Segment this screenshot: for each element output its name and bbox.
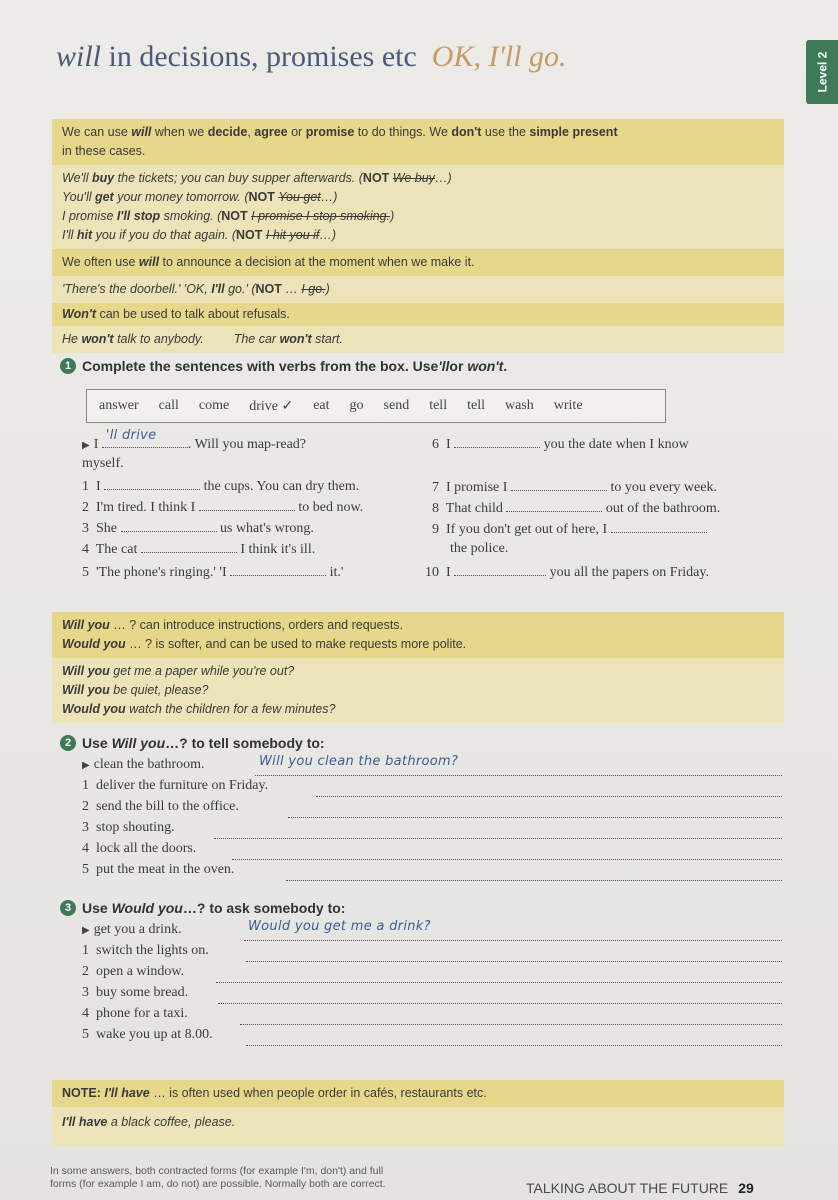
answer-field[interactable]	[506, 500, 602, 512]
ex1-item-10	[425, 564, 709, 581]
rule-text: use the	[481, 125, 530, 139]
verb-tell: tell	[467, 398, 485, 413]
verb-tell: tell	[429, 398, 448, 413]
ex-text: You'll	[62, 190, 95, 204]
heading-text: Use	[82, 735, 108, 751]
rule-text: Would you	[62, 637, 126, 651]
ex1-item-6	[432, 436, 689, 453]
verb-come: come	[198, 398, 230, 413]
ex-text: get me a paper while you're out?	[109, 664, 295, 678]
item-post: to bed now.	[298, 500, 364, 515]
item-post: I think it's ill.	[240, 542, 316, 557]
ex-text: watch the children for a few minutes?	[125, 702, 336, 716]
title-accent: OK, I'll go.	[431, 40, 567, 73]
example-line	[62, 280, 774, 299]
item-number: 3	[82, 521, 89, 536]
item-number: 2	[82, 799, 89, 814]
ex1-example	[82, 428, 307, 453]
example-doorbell	[52, 276, 784, 303]
heading-text: Would you	[111, 900, 183, 916]
item-number: 1	[82, 479, 89, 494]
ex-text: )	[325, 282, 330, 296]
rule-announce-decision	[52, 249, 784, 276]
rule-text: can be used to talk about refusals.	[95, 307, 290, 321]
item-pre: I	[446, 437, 451, 452]
item-post: out of the bathroom.	[605, 501, 721, 516]
answer-field[interactable]	[216, 969, 782, 983]
examples-will-you	[52, 658, 784, 723]
note-text: I'll have	[62, 1115, 108, 1129]
rule-text: … ? is softer, and can be used to make requests more polite.	[125, 637, 467, 651]
item-pre: I	[96, 479, 101, 494]
heading-text: Use	[82, 900, 108, 916]
answer-field[interactable]	[214, 825, 782, 839]
item-pre: If you don't get out of here, I	[446, 522, 608, 537]
item-number: 6	[432, 437, 439, 452]
ex-text: …	[281, 282, 302, 296]
page-number: 29	[738, 1180, 754, 1196]
item-number: 2	[82, 964, 89, 979]
item-number: 1	[82, 943, 89, 958]
rule-text: Will you	[62, 618, 110, 632]
ex2-item-4	[82, 841, 196, 857]
ex3-item-2	[82, 964, 184, 980]
ex3-example	[82, 922, 182, 938]
item-number: 10	[425, 565, 439, 580]
ex1-item-3	[82, 520, 314, 537]
item-number: 4	[82, 841, 89, 856]
rule-line	[62, 305, 774, 324]
verb-call: call	[158, 398, 179, 413]
item-number: 8	[432, 501, 439, 516]
item-pre: She	[96, 521, 117, 536]
item-text: clean the bathroom.	[93, 757, 205, 772]
note-line	[62, 1084, 774, 1103]
grammar-box-will	[52, 119, 784, 353]
ex-text: buy	[91, 171, 115, 185]
ex1-item-2	[82, 499, 363, 516]
answer-field[interactable]	[454, 564, 546, 576]
item-post: it.'	[329, 565, 344, 580]
exercise-number-badge: 1	[60, 358, 76, 374]
item-number: 3	[82, 820, 89, 835]
ex1-example-answer-field[interactable]	[102, 428, 188, 448]
level-tab-label: Level 2	[815, 51, 830, 93]
verb-drive: drive ✓	[249, 398, 294, 414]
answer-field[interactable]	[611, 521, 707, 533]
answer-field[interactable]	[246, 948, 782, 962]
item-text: lock all the doors.	[96, 841, 197, 856]
heading-text: …? to ask somebody to:	[182, 900, 346, 916]
example-line	[62, 226, 774, 245]
grammar-box-will-you	[52, 612, 784, 723]
item-text: wake you up at 8.00.	[96, 1027, 213, 1042]
ex-text: get	[94, 190, 114, 204]
ex1-example-pre: I	[93, 437, 102, 452]
example-line	[62, 169, 774, 188]
ex-text: start.	[311, 332, 343, 346]
item-pre: I'm tired. I think I	[96, 500, 196, 515]
item-number: 2	[82, 500, 89, 515]
heading-text: 'll	[438, 358, 450, 374]
item-number: 1	[82, 778, 89, 793]
ex-text: you if you do that again. (	[92, 228, 237, 242]
ex2-item-3	[82, 820, 175, 836]
rule-refusals	[52, 303, 784, 326]
heading-text: or	[449, 358, 464, 374]
item-number: 3	[82, 985, 89, 1000]
item-text: buy some bread.	[96, 985, 189, 1000]
ex1-item-9-cont: the police.	[450, 541, 509, 556]
rule-will-would-you	[52, 612, 784, 658]
item-text: stop shouting.	[96, 820, 175, 835]
ex-text: go.' (	[224, 282, 256, 296]
handwritten-answer: 'll drive	[105, 428, 157, 443]
ex-text: the tickets; you can buy supper afterwards. (	[114, 171, 363, 185]
item-post: to you every week.	[610, 480, 717, 495]
ex1-example-post: . Will you map-read?	[187, 437, 307, 452]
heading-text: …? to tell somebody to:	[165, 735, 325, 751]
ex2-example-answer-field[interactable]	[255, 754, 782, 776]
rule-text: to do things. We	[354, 125, 452, 139]
level-tab	[806, 40, 838, 104]
answer-field[interactable]	[240, 1011, 782, 1025]
example-arrow-icon: ▶	[82, 925, 90, 936]
ex-text: I go.	[301, 282, 326, 296]
note-text: a black coffee, please.	[107, 1115, 236, 1129]
answer-field[interactable]	[121, 520, 217, 532]
rule-text: decide	[207, 125, 248, 139]
ex-text: I promise	[62, 209, 117, 223]
item-number: 4	[82, 542, 89, 557]
rule-line	[62, 635, 774, 654]
rule-text: when we	[151, 125, 208, 139]
ex3-item-5	[82, 1027, 213, 1043]
rule-text: agree	[254, 125, 288, 139]
rule-line	[62, 123, 774, 142]
section-name: TALKING ABOUT THE FUTURE	[526, 1180, 729, 1196]
ex-text: your money tomorrow. (	[113, 190, 249, 204]
item-number: 5	[82, 1027, 89, 1042]
answer-field[interactable]	[454, 436, 540, 448]
ex1-item-9	[432, 521, 707, 538]
rule-line	[62, 253, 774, 272]
footer-note-line: In some answers, both contracted forms (for example I'm, don't) and full	[50, 1165, 384, 1177]
verb-answer: answer	[99, 398, 139, 413]
answer-field[interactable]	[199, 499, 295, 511]
ex-text: NOT	[248, 190, 279, 204]
example-line	[62, 188, 774, 207]
answer-field[interactable]	[141, 541, 237, 553]
rule-text: Won't	[62, 307, 96, 321]
answer-field[interactable]	[246, 1032, 782, 1046]
ex-text: I'll stop	[116, 209, 161, 223]
ex-text: NOT	[255, 282, 282, 296]
ex-text: I hit you if	[265, 228, 320, 242]
ex-text: hit	[76, 228, 93, 242]
ex-text: …)	[320, 190, 338, 204]
item-pre: That child	[445, 501, 503, 516]
item-post: you all the papers on Friday.	[549, 565, 709, 580]
note-example	[52, 1107, 784, 1146]
ex-text: Will you	[62, 664, 110, 678]
verb-eat: eat	[313, 398, 330, 413]
exercise-number-badge: 3	[60, 900, 76, 916]
heading-text: won't	[467, 358, 504, 374]
ex-text: I'll	[211, 282, 225, 296]
item-text: switch the lights on.	[96, 943, 209, 958]
example-line	[62, 681, 774, 700]
ex3-item-1	[82, 943, 209, 959]
handwritten-answer: Would you get me a drink?	[248, 919, 431, 934]
ex-text: 'There's the doorbell.' 'OK,	[62, 282, 212, 296]
ex-text: NOT	[362, 171, 393, 185]
ex-text: We buy	[392, 171, 435, 185]
ex-text: …)	[319, 228, 337, 242]
rule-text: simple present	[529, 125, 618, 139]
answer-field[interactable]	[288, 804, 782, 818]
ex-text: The car	[233, 332, 280, 346]
footer-note	[50, 1165, 470, 1191]
item-pre: The cat	[95, 542, 138, 557]
ex1-item-5	[82, 564, 343, 581]
verb-send: send	[383, 398, 410, 413]
rule-text: or	[287, 125, 306, 139]
item-text: get you a drink.	[93, 922, 182, 937]
answer-field[interactable]	[218, 990, 782, 1004]
rule-line	[62, 616, 774, 635]
example-arrow-icon: ▶	[82, 440, 90, 451]
answer-field[interactable]	[230, 564, 326, 576]
item-number: 7	[432, 480, 439, 495]
example-line	[62, 662, 774, 681]
exercise-3-heading	[60, 900, 345, 916]
ex3-item-4	[82, 1006, 188, 1022]
ex3-example-answer-field[interactable]	[244, 919, 782, 941]
item-post: us what's wrong.	[220, 521, 314, 536]
ex3-item-3	[82, 985, 188, 1001]
note-label: NOTE:	[62, 1086, 105, 1100]
handwritten-answer: Will you clean the bathroom?	[259, 754, 459, 769]
example-line	[62, 700, 774, 719]
ex-text: Would you	[62, 702, 126, 716]
footer-note-line: forms (for example I am, do not) are possible. Normally both are correct.	[50, 1178, 386, 1190]
verb-write: write	[553, 398, 583, 413]
ex2-item-2	[82, 799, 239, 815]
item-number: 4	[82, 1006, 89, 1021]
ex2-item-5	[82, 862, 234, 878]
ex-text: smoking. (	[160, 209, 222, 223]
title-main: in decisions, promises etc	[101, 40, 417, 73]
item-text: deliver the furniture on Friday.	[96, 778, 269, 793]
ex-text: won't	[279, 332, 312, 346]
answer-field[interactable]	[511, 479, 607, 491]
ex1-item-8	[432, 500, 720, 517]
ex2-item-1	[82, 778, 268, 794]
note-rule	[52, 1080, 784, 1107]
rule-text: We can use	[62, 125, 132, 139]
exercise-number-badge: 2	[60, 735, 76, 751]
example-line	[62, 330, 774, 349]
heading-text: Will you	[111, 735, 166, 751]
rule-text: will	[131, 125, 152, 139]
ex-text: He	[62, 332, 82, 346]
item-number: 5	[82, 565, 89, 580]
ex-text: Will you	[62, 683, 110, 697]
ex-text: We'll	[62, 171, 92, 185]
page-title	[56, 40, 567, 74]
answer-field[interactable]	[286, 867, 782, 881]
examples-will	[52, 165, 784, 249]
ex-text: I promise I stop smoking.	[251, 209, 391, 223]
ex1-item-7	[432, 479, 717, 496]
item-post: the cups. You can dry them.	[203, 479, 360, 494]
ex-text: I'll	[62, 228, 77, 242]
exercise-1-heading	[60, 358, 507, 374]
footer-section	[526, 1180, 754, 1196]
rule-text: will	[138, 255, 160, 269]
item-pre: 'The phone's ringing.' 'I	[96, 565, 227, 580]
item-text: open a window.	[96, 964, 185, 979]
item-number: 5	[82, 862, 89, 877]
ex-text: won't	[81, 332, 114, 346]
ex1-item-4	[82, 541, 315, 558]
ex-text: )	[390, 209, 395, 223]
verb-go: go	[349, 398, 364, 413]
ex-text: You get	[278, 190, 321, 204]
rule-text: to announce a decision at the moment when we make it.	[159, 255, 475, 269]
example-arrow-icon: ▶	[82, 760, 90, 771]
rule-text: ,	[247, 125, 255, 139]
note-text: I'll have	[104, 1086, 150, 1100]
ex-text: NOT	[236, 228, 266, 242]
note-text: … is often used when people order in cafés, restaurants etc.	[149, 1086, 487, 1100]
ex-text: NOT	[221, 209, 252, 223]
answer-field[interactable]	[104, 478, 200, 490]
rule-line: in these cases.	[62, 144, 146, 158]
item-text: phone for a taxi.	[96, 1006, 188, 1021]
item-pre: I promise I	[446, 480, 508, 495]
verb-wash: wash	[504, 398, 534, 413]
item-pre: I	[446, 565, 451, 580]
example-refusals	[52, 326, 784, 353]
item-text: send the bill to the office.	[96, 799, 239, 814]
example-line	[62, 207, 774, 226]
heading-text: Complete the sentences with verbs from the box. Use	[82, 358, 439, 374]
ex1-item-1	[82, 478, 359, 495]
verb-box	[86, 389, 666, 423]
title-will: will	[56, 40, 102, 73]
note-line	[62, 1113, 774, 1132]
item-post: you the date when I know	[543, 437, 689, 452]
item-text: put the meat in the oven.	[96, 862, 235, 877]
note-box	[52, 1080, 784, 1146]
answer-field[interactable]	[232, 846, 782, 860]
exercise-2-heading	[60, 735, 325, 751]
ex1-example-cont: myself.	[82, 456, 124, 471]
rule-text: … ? can introduce instructions, orders and requests.	[109, 618, 404, 632]
ex-text: be quiet, please?	[109, 683, 209, 697]
answer-field[interactable]	[316, 783, 782, 797]
ex-text: talk to anybody.	[113, 332, 204, 346]
item-number: 9	[432, 522, 439, 537]
rule-text: We often use	[62, 255, 139, 269]
heading-text: .	[503, 358, 508, 374]
rule-text: promise	[305, 125, 355, 139]
rule-text: don't	[451, 125, 482, 139]
ex2-example	[82, 757, 205, 773]
ex-text: …)	[434, 171, 452, 185]
rule-decide-agree-promise	[52, 119, 784, 165]
